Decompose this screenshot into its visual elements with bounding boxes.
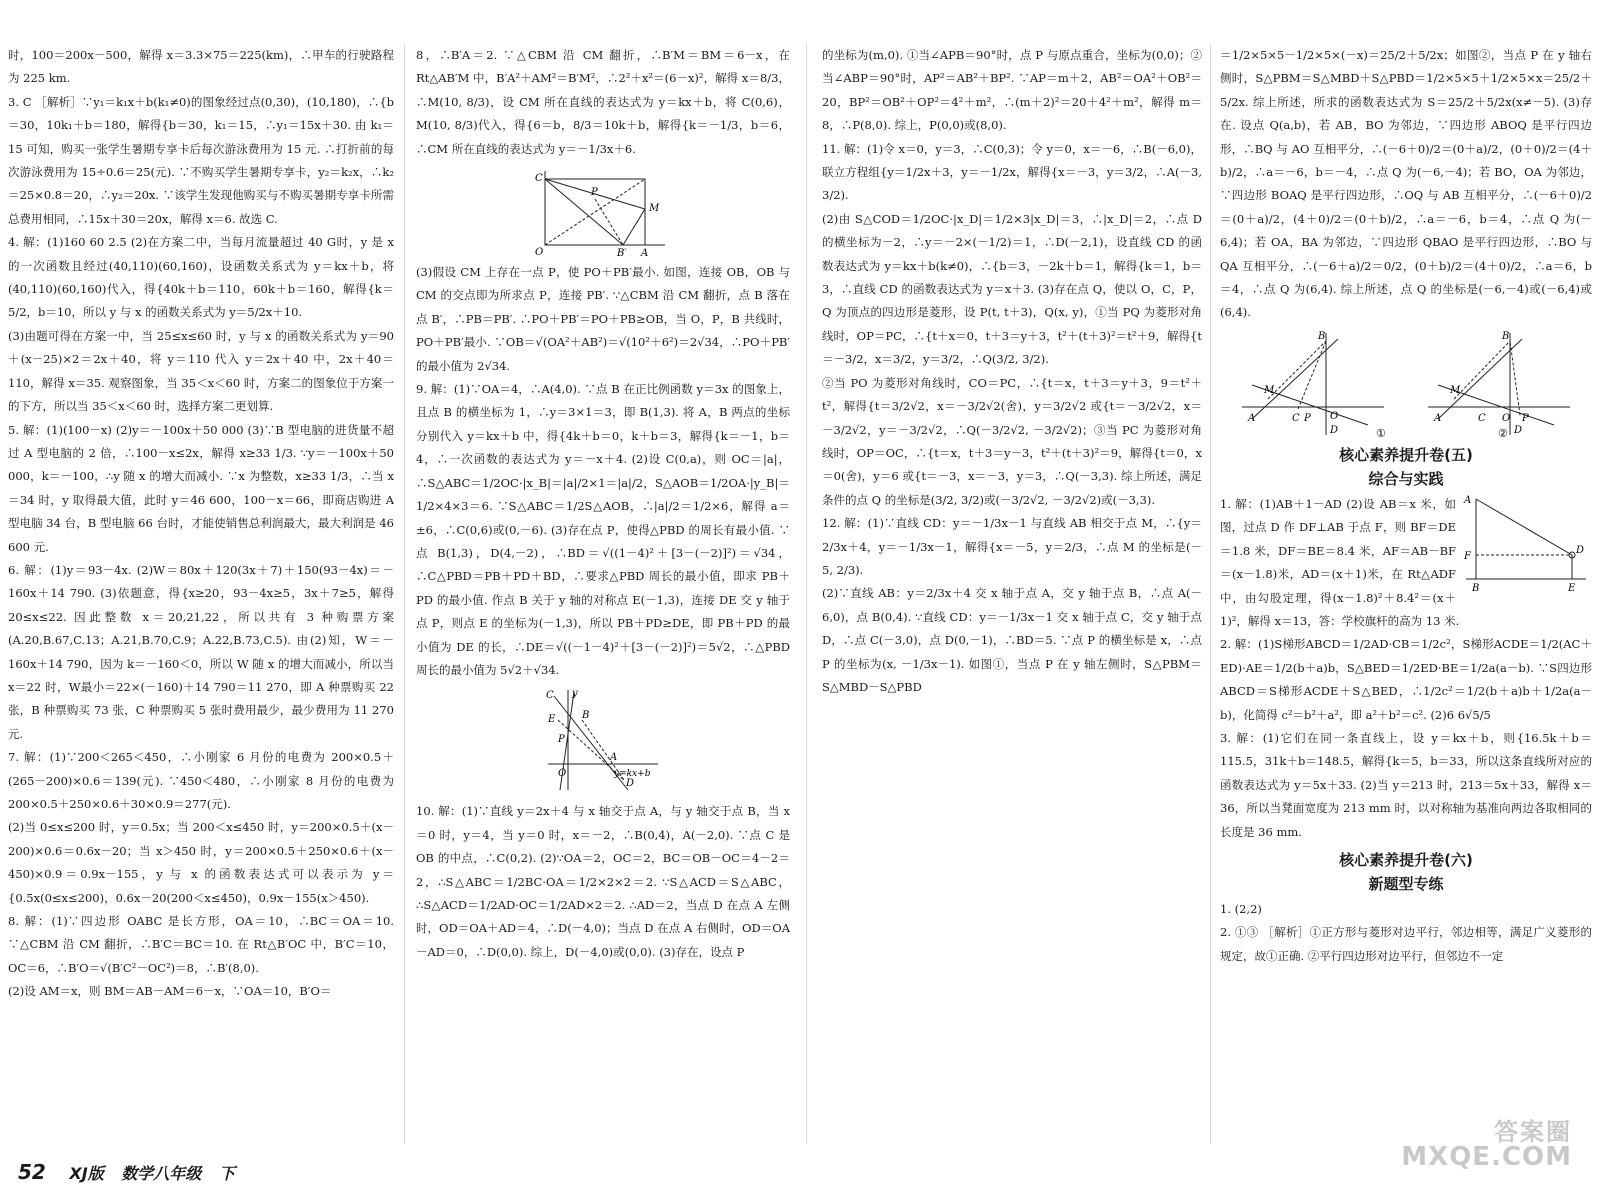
paragraph: 5. 解：(1)(100－x) (2)y＝－100x＋50 000 (3)∵B 型电脑的进货量不超过 A 型电脑的 2 倍，∴100－x≤2x，解得 x≥33 1/3. ∵y＝－100x＋50 000，k＝－100，∴y 随 x 的增大而减小. ∵x 为整数，x≥33 1/3，∴当 x＝34 时，y 取得最大值，此时 y＝46 600，100－x＝66，即商店购进 A 型电脑 34 台，B 型电脑 66 台时，才能使销售总利润最大，最大利润是 46 600 元. (8, 422, 394, 554)
watermark (1401, 1120, 1572, 1170)
paragraph: (2)∵直线 AB：y＝2/3x＋4 交 x 轴于点 A，交 y 轴于点 B，∴点 A(－6,0)，点 B(0,4). ∵直线 CD：y＝－1/3x－1 交 x 轴于点 C，交 y 轴于点 D，∴点 C(－3,0)，点 D(0,－1)，∴BD＝5. ∵点 P 的横坐标是 x，∴点 P 的坐标为(x, －1/3x－1). 如图①，当点 P 在 y 轴左侧时，S△PBM＝S△MBD－S△PBD (822, 586, 1202, 694)
paragraph: 3. 解：(1)它们在同一条直线上，设 y＝kx＋b，则{16.5k＋b＝115.5，31k＋b＝148.5，解得{k＝5，b＝33，所以这条直线所对应的函数表达式为 y＝5x＋33. (2)当 y＝213 时，213＝5x＋33，解得 x＝36，所以当凳面宽度为 213 mm 时，以对称轴为基准向两边各取相同的长度是 36 mm. (1220, 730, 1592, 839)
paragraph: 4. 解：(1)160 60 2.5 (2)在方案二中，当每月流量超过 40 G时，y 是 x 的一次函数且经过(40,110)(60,160)，设函数关系式为 y＝kx＋b，将(40,110)(60,160)代入，得{40k＋b＝110，60k＋b＝160，解得{k＝5/2，b＝10，所以 y 与 x 的函数关系式为 y＝5/2x＋10. (8, 235, 394, 320)
paragraph: 6. 解：(1)y＝93－4x. (2)W＝80x＋120(3x＋7)＋150(93－4x)＝－160x＋14 790. (3)依题意，得{x≥20，93－4x≥5，3x＋7≥5，解得 20≤x≤22. 因此整数 x＝20,21,22，所以共有 3 种购票方案(A.20,B.67,C.13；A.21,B.70,C.9；A.22,B.73,C.5). 由(2)知，W＝－160x＋14 790，因为 k＝－160＜0，所以 W 随 x 的增大而减小，所以当 x＝22 时，W最小＝22×(－160)＋14 790＝11 270，即 A 种票购买 22 张，B 种票购买 73 张，C 种票购买 5 张时费用最少，最少费用为 11 270 元. (8, 562, 394, 741)
column-3 (822, 44, 1202, 1144)
figure-q12-1 (1238, 329, 1388, 439)
paragraph: (3)假设 CM 上存在一点 P，使 PO＋PB′最小. 如图，连接 OB，OB 与 CM 的交点即为所求点 P，连接 PB′. ∵△CBM 沿 CM 翻折，点 B 落在点 B′，∴PB＝PB′. ∴PO＋PB′＝PO＋PB≥OB，当 O，P，B 共线时，PO＋PB′最小. ∵OB＝√(OA²＋AB²)＝√(10²＋6²)＝2√34，∴PO＋PB′的最小值为 2√34. (416, 265, 790, 373)
fig-label: B (1472, 582, 1480, 593)
fig-label: A (1464, 494, 1472, 506)
fig-label: O (1502, 412, 1511, 424)
page-number: 52 (18, 1160, 46, 1184)
paragraph: (3)由题可得在方案一中，当 25≤x≤60 时，y 与 x 的函数关系式为 y＝90＋(x－25)×2＝2x＋40，将 y＝110 代入 y＝2x＋40 中，2x＋40＝110，解得 x＝35. 观察图象，当 35＜x＜60 时，方案二的图象位于方案一的下方，所以当 35＜x＜60 时，选择方案二更划算. (8, 328, 394, 414)
edition-label: XJ版 (69, 1164, 104, 1183)
paragraph: (2)设 AM＝x，则 BM＝AB－AM＝6－x，∵OA＝10，B′O＝ (8, 984, 332, 999)
fig-label: D (1514, 424, 1523, 436)
fig-label: E (548, 714, 556, 726)
column-4 (1220, 44, 1592, 1144)
paragraph: (2)当 0≤x≤200 时，y＝0.5x；当 200＜x≤450 时，y＝200×0.5＋(x－200)×0.6＝0.6x－20；当 x＞450 时，y＝200×0.5＋250×0.6＋(x－450)×0.9＝0.9x－155，y 与 x 的函数表达式可以表示为 y＝{0.5x(0≤x≤200)，0.6x－20(200＜x≤450)，0.9x－155(x＞450). (8, 820, 394, 905)
fig-label: F (1464, 550, 1471, 562)
paragraph: (2)由 S△COD＝1/2OC·|x_D|＝1/2×3|x_D|＝3，∴|x_D|＝2，∴点 D 的横坐标为－2，∴y＝－2×(－1/2)＝1，∴D(－2,1)，设直线 CD 的函数表达式为 y＝kx＋b(k≠0)，∴{b＝3，－2k＋b＝1，解得{k＝1，b＝3，∴直线 CD 的函数表达式为 y＝x＋3. (3)存在点 Q，使以 O，C，P，Q 为顶点的四边形是菱形，设 P(t, t＋3)，Q(x, y)，①当 PQ 为菱形对角线时，OP＝PC，∴{t＋x＝0，t＋3＝y＋3，t²＋(t＋3)²＝t²＋9，解得{t＝－3/2，x＝3/2，y＝3/2，∴Q(3/2, 3/2). (822, 211, 1202, 367)
fig-label: C (546, 690, 554, 702)
column-divider (806, 44, 807, 1144)
watermark-top: 答案圈 (1494, 1118, 1572, 1146)
fig-label: A (1434, 412, 1442, 424)
volume-label: 下 (218, 1164, 235, 1183)
fig-label: M (1450, 384, 1461, 396)
fig-label: A (1248, 412, 1256, 424)
fig-label: D (1330, 424, 1339, 436)
paragraph: 1. (2,2) (1220, 901, 1262, 916)
fig-label: ① (1376, 426, 1386, 439)
fig-label: E (1568, 582, 1576, 593)
paragraph: ②当 PO 为菱形对角线时，CO＝PC，∴{t＝x，t＋3＝y＋3，9＝t²＋t²，解得{t＝3/2√2，x＝－3/2√2(舍)，y＝3/2√2 或{t＝－3/2√2，x＝－3/2√2，y＝－3/2√2，∴Q(－3/2√2, －3/2√2)；③当 PC 为菱形对角线时，OP＝OC，∴{t＝x，t＋3＝y－3，t²＋(t＋3)²＝9，解得{t＝0，x＝0(舍)，y＝6 或{t＝－3，x＝－3，y＝3，∴Q(－3,3). 综上所述，满足条件的点 Q 的坐标是(3/2, 3/2)或(－3/2√2, －3/2√2)或(－3,3). (822, 375, 1202, 507)
page-footer (18, 1160, 247, 1184)
watermark-bottom: MXQE.COM (1401, 1142, 1572, 1172)
section-subtitle: 新题型专练 (1368, 874, 1444, 893)
column-divider (1210, 44, 1211, 1144)
fig-label: O (1330, 410, 1339, 422)
fig-label: C (1292, 412, 1300, 424)
fig-label: B (1318, 330, 1326, 342)
fig-label: B (1502, 330, 1510, 342)
fig-label: y=kx+b (614, 769, 651, 780)
fig-label: P (591, 187, 598, 199)
fig-label: D (626, 778, 635, 790)
fig-label: P (1522, 412, 1529, 424)
column-1 (8, 44, 394, 1144)
paragraph: 1. 解：(1)AB＋1－AD (2)设 AB＝x 米，如图，过点 D 作 DF⊥AB 于点 F，则 BF＝DE＝1.8 米，DF＝BE＝8.4 米，AF＝AB－BF＝(x－1.8)米，AD＝(x＋1)米，在 Rt△ADF 中，由勾股定理，得(x－1.8)²＋8.4²＝(x＋1)²，解得 x＝13，答：学校旗杆的高为 13 米. (1220, 496, 1460, 628)
figure-flagpole (1462, 493, 1592, 593)
fig-label: M (1264, 384, 1275, 396)
section-title: 核心素养提升卷(六) (1339, 850, 1473, 869)
fig-label: P (558, 734, 565, 746)
figure-q9 (538, 686, 668, 796)
fig-label: B (582, 710, 590, 722)
section-subtitle: 综合与实践 (1368, 469, 1444, 488)
paragraph: 10. 解：(1)∵直线 y＝2x＋4 与 x 轴交于点 A，与 y 轴交于点 B，当 x＝0 时，y＝4，当 y＝0 时，x＝－2，∴B(0,4)，A(－2,0). ∵点 C 是 OB 的中点，∴C(0,2). (2)∵OA＝2，OC＝2，BC＝OB－OC＝4－2＝2，∴S△ABC＝1/2BC·OA＝1/2×2×2＝2. ∵S△ACD＝S△ABC，∴S△ACD＝1/2AD·OC＝1/2AD×2＝2. ∴AD＝2，当点 D 在点 A 左侧时，OD＝OA＋AD＝4，∴D(－4,0)；当点 D 在点 A 右侧时，OD＝OA－AD＝0，∴D(0,0). 综上，D(－4,0)或(0,0). (3)存在，设点 P (416, 804, 790, 959)
column-2 (416, 44, 790, 1144)
paragraph: 9. 解：(1)∵OA＝4，∴A(4,0). ∵点 B 在正比例函数 y＝3x 的图象上，且点 B 的横坐标为 1，∴y＝3×1＝3，即 B(1,3). 将 A，B 两点的坐标分别代入 y＝kx＋b 中，得{4k＋b＝0，k＋b＝3，解得{k＝－1，b＝4，∴一次函数的表达式为 y＝－x＋4. (2)设 C(0,a)，则 OC＝|a|，∴S△ABC＝1/2OC·|x_B|＝|a|/2×1＝|a|/2，S△AOB＝1/2OA·|y_B|＝1/2×4×3＝6. ∵S△ABC＝1/2S△AOB，∴|a|/2＝1/2×6，解得 a＝±6，∴C(0,6)或(0,－6). (3)存在点 P，使得△PBD 的周长有最小值. ∵点 B(1,3)，D(4,－2)，∴BD＝√((1－4)²＋[3－(－2)]²)＝√34，∴C△PBD＝PB＋PD＋BD，∴要求△PBD 周长的最小值，即求 PB＋PD 的最小值. 作点 B 关于 y 轴的对称点 E(－1,3)，连接 DE 交 y 轴于点 P，则点 E 的坐标为(－1,3)，所以 PB＋PD≥DE，即 PB＋PD 的最小值为 DE 的长，∴DE＝√((－1－4)²＋[3－(－2)]²)＝5√2，∴△PBD 周长的最小值为 5√2＋√34. (416, 382, 790, 677)
figure-row-q12 (1220, 329, 1592, 439)
paragraph: 8. 解：(1)∵四边形 OABC 是长方形，OA＝10，∴BC＝OA＝10. ∵△CBM 沿 CM 翻折，∴B′C＝BC＝10. 在 Rt△B′OC 中，B′C＝10，OC＝6，∴B′O＝√(B′C²－OC²)＝8，∴B′(8,0). (8, 914, 394, 975)
fig-label: C (535, 173, 543, 185)
paragraph: 12. 解：(1)∵直线 CD：y＝－1/3x－1 与直线 AB 相交于点 M，∴{y＝2/3x＋4，y＝－1/3x－1，解得{x＝－5，y＝2/3，∴点 M 的坐标是(－5, 2/3). (822, 516, 1202, 577)
q1-block (1220, 493, 1592, 633)
paragraph: 3. C ［解析］∵y₁＝k₁x＋b(k₁≠0)的图象经过点(0,30)，(10,180)，∴{b＝30，10k₁＋b＝180，解得{b＝30，k₁＝15，∴y₁＝15x＋30. 由 k₁＝15 可知，购买一张学生暑期专享卡后每次游泳费用为 15 元. ∴打折前的每次游泳费用为 15÷0.6＝25(元). ∵不购买学生暑期专享卡，y₂＝k₂x，∴k₂＝25×0.8＝20，∴y₂＝20x. ∵该学生发现他购买与不购买暑期专享卡所需总费用相同，∴15x＋30＝20x，解得 x＝6. 故选 C. (8, 94, 394, 226)
figure-q12-2 (1424, 329, 1574, 439)
fig-label: A (610, 752, 618, 764)
paragraph: 8，∴B′A＝2. ∵△CBM 沿 CM 翻折，∴B′M＝BM＝6－x，在 Rt△AB′M 中，B′A²＋AM²＝B′M²，∴2²＋x²＝(6－x)²，解得 x＝8/3，∴M(10, 8/3)，设 CM 所在直线的表达式为 y＝kx＋b，将 C(0,6)，M(10, 8/3)代入，得{6＝b，8/3＝10k＋b，解得{k＝－1/3，b＝6，∴CM 所在直线的表达式为 y＝－1/3x＋6. (416, 48, 790, 156)
paragraph: 2. ①③ ［解析］①正方形与菱形对边平行，邻边相等，满足广义菱形的规定，故①正确. ②平行四边形对边平行，但邻边不一定 (1220, 925, 1592, 963)
paragraph: 11. 解：(1)令 x＝0，y＝3，∴C(0,3)；令 y＝0，x＝－6，∴B(－6,0)，联立方程组{y＝1/2x＋3，y＝－1/2x，解得{x＝－3，y＝3/2，∴A(－3, 3/2). (822, 141, 1202, 203)
subject-label: 数学八年级 (121, 1164, 202, 1183)
fig-label: O (558, 768, 567, 780)
fig-label: A (641, 248, 649, 258)
fig-label: ② (1498, 426, 1508, 439)
paragraph: 的坐标为(m,0). ①当∠APB＝90°时，点 P 与原点重合，坐标为(0,0)；②当∠ABP＝90°时，AP²＝AB²＋BP². ∵AP＝m＋2，AB²＝OA²＋OB²＝20，BP²＝OB²＋OP²＝4²＋m²，∴(m＋2)²＝20＋4²＋m²，解得 m＝8，∴P(8,0). 综上，P(0,0)或(8,0). (822, 48, 1202, 133)
fig-label: P (1304, 412, 1311, 424)
fig-label: y (572, 688, 578, 700)
fig-label: C (1478, 412, 1486, 424)
paragraph: 时，100＝200x－500，解得 x＝3.3×75＝225(km)，∴甲车的行驶路程为 225 km. (8, 48, 394, 86)
paragraph: 7. 解：(1)∵200＜265＜450，∴小刚家 6 月份的电费为 200×0.5＋(265－200)×0.6＝139(元). ∵450＜480，∴小刚家 8 月份的电费为 200×0.5＋250×0.6＋30×0.9＝277(元). (8, 750, 394, 811)
paragraph: 2. 解：(1)S梯形ABCD＝1/2AD·CB＝1/2c²，S梯形ACDE＝1/2(AC＋ED)·AE＝1/2(b＋a)b，S△BED＝1/2ED·BE＝1/2a(a－b). ∵S四边形ABCD＝S梯形ACDE＋S△BED，∴1/2c²＝1/2(b＋a)b＋1/2a(a－b)，化简得 c²＝b²＋a²，即 a²＋b²＝c². (2)6 6√5/5 (1220, 637, 1592, 722)
fig-label: B′ (617, 248, 627, 258)
column-divider (404, 44, 405, 1144)
fig-label: O (535, 247, 544, 258)
fig-label: M (649, 203, 660, 215)
section-title: 核心素养提升卷(五) (1339, 445, 1473, 464)
paragraph: ＝1/2×5×5－1/2×5×(－x)＝25/2＋5/2x；如图②，当点 P 在 y 轴右侧时，S△PBM＝S△MBD＋S△PBD＝1/2×5×5＋1/2×5×x＝25/2＋5/2x. 综上所述，所求的函数表达式为 S＝25/2＋5/2x(x≠－5). (3)存在. 设点 Q(a,b)，若 AB，BO 为邻边，∵四边形 ABOQ 是平行四边形，∴BQ 与 AO 互相平分，∴(－6＋0)/2＝(0＋a)/2，(0＋0)/2＝(4＋b)/2，∴a＝－6，b＝－4，∴点 Q 为(－6,－4)；若 BO，OA 为邻边，∵四边形 BOAQ 是平行四边形，∴OQ 与 AB 互相平分，∴(－6＋0)/2＝(0＋a)/2，(4＋0)/2＝(0＋b)/2，∴a＝－6，b＝4，∴点 Q 为(－6,4)；若 OA，BA 为邻边，∵四边形 QBAO 是平行四边形，∴BO 与 QA 互相平分，∴(－6＋a)/2＝0/2，(0＋b)/2＝(4＋0)/2，∴a＝6，b＝4，∴点 Q 为(6,4). 综上所述，点 Q 的坐标是(－6,－4)或(－6,4)或(6,4). (1220, 48, 1592, 320)
figure-q8 (533, 165, 673, 257)
fig-label: D (1576, 544, 1585, 556)
